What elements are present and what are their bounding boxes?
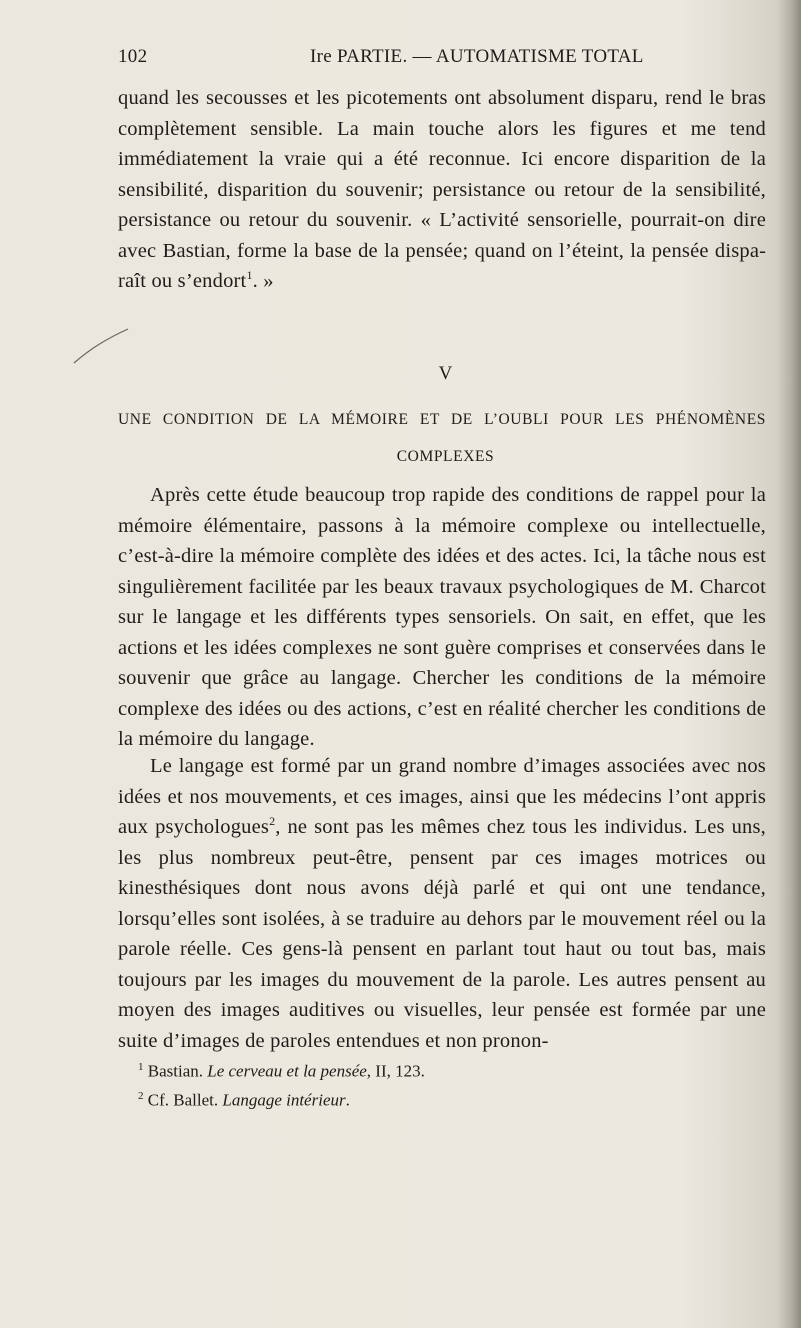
running-head: Ire PARTIE. — AUTOMATISME TOTAL xyxy=(310,46,644,67)
footnote-2 xyxy=(138,1084,425,1113)
section-title: UNE CONDITION DE LA MÉMOIRE ET DE L’OUBLI POUR LES PHÉNOMÈNES xyxy=(118,411,766,428)
footnote-ref-1: 1 xyxy=(246,268,253,283)
footnote-1-ref: , II, 123. xyxy=(366,1061,425,1081)
footnote-2-title: Langage intérieur xyxy=(222,1090,346,1110)
footnote-1 xyxy=(138,1055,425,1084)
paragraph-3-text-b: , ne sont pas les mêmes chez tous les individus. Les uns, les plus nombreux peut-être, pensent par ces images motrices ou kinesthésiques dont nous avons déjà parlé et qui ont une tendance, lorsqu’elles sont isolées, à se traduire au dehors par le mouvement réel ou la parole réelle. Ces gens-là pensent en parlant tout haut ou tout bas, mais toujours par les images du mouvement de la parole. Les autres pensent au moyen des images auditives ou visuelles, leur pensée est formée par une suite d’images de paroles entendues et non pronon- xyxy=(118,816,766,1052)
paragraph-2: Après cette étude beaucoup trop rapide des conditions de rappel pour la mémoire élémentaire, passons à la mémoire complexe ou intellectuelle, c’est-à-dire la mémoire complète des idées et des actes. Ici, la tâche nous est singulièrement facilitée par les beaux travaux psychologiques de M. Charcot sur le langage et les différents types sensoriels. On sait, en effet, que les actions et les idées complexes ne sont guère comprises et conservées dans le souvenir que grâce au langage. Chercher les conditions de la mémoire complexe des idées ou des actions, c’est en réalité chercher les conditions de la mémoire du langage. xyxy=(118,484,766,750)
footnote-1-text: Bastian. xyxy=(147,1061,208,1081)
paragraph-3-text-a: Le langage est formé par un grand nombre d’images associées avec nos idées et nos mouvements, et ces images, ainsi que les médecins l’ont appris aux psychologues xyxy=(118,755,766,838)
footnote-1-mark: 1 xyxy=(138,1061,144,1073)
footnote-ref-2: 2 xyxy=(269,814,276,829)
section-title-continued: COMPLEXES xyxy=(396,448,495,465)
paragraph-3 xyxy=(118,751,766,1056)
footnotes xyxy=(138,1055,425,1112)
pencil-mark-icon xyxy=(72,327,132,367)
footnote-2-mark: 2 xyxy=(138,1089,144,1102)
paragraph-1 xyxy=(118,83,766,297)
page-edge-shadow xyxy=(777,0,801,1328)
footnote-2-text: Cf. Ballet. xyxy=(147,1090,223,1110)
paragraph-1-end: . » xyxy=(252,270,274,292)
paragraph-1-text: quand les secousses et les picotements ont absolument disparu, rend le bras complètement sensible. La main touche alors les figures et me tend immédiatement la vraie qui a été reconnue. Ici encore disparition de la sensibilité, disparition du souvenir; persistance ou retour de la sensibilité, persistance ou retour du souvenir. « L’activité sensorielle, pourrait-on dire avec Bastian, forme la base de la pensée; quand on l’éteint, la pensée disparaît ou s’endort xyxy=(118,87,766,292)
footnote-1-title: Le cerveau et la pensée xyxy=(207,1061,367,1081)
section-number: V xyxy=(438,363,453,384)
page-header xyxy=(118,46,783,72)
footnote-2-ref: . xyxy=(345,1090,350,1110)
page-number: 102 xyxy=(118,46,148,67)
